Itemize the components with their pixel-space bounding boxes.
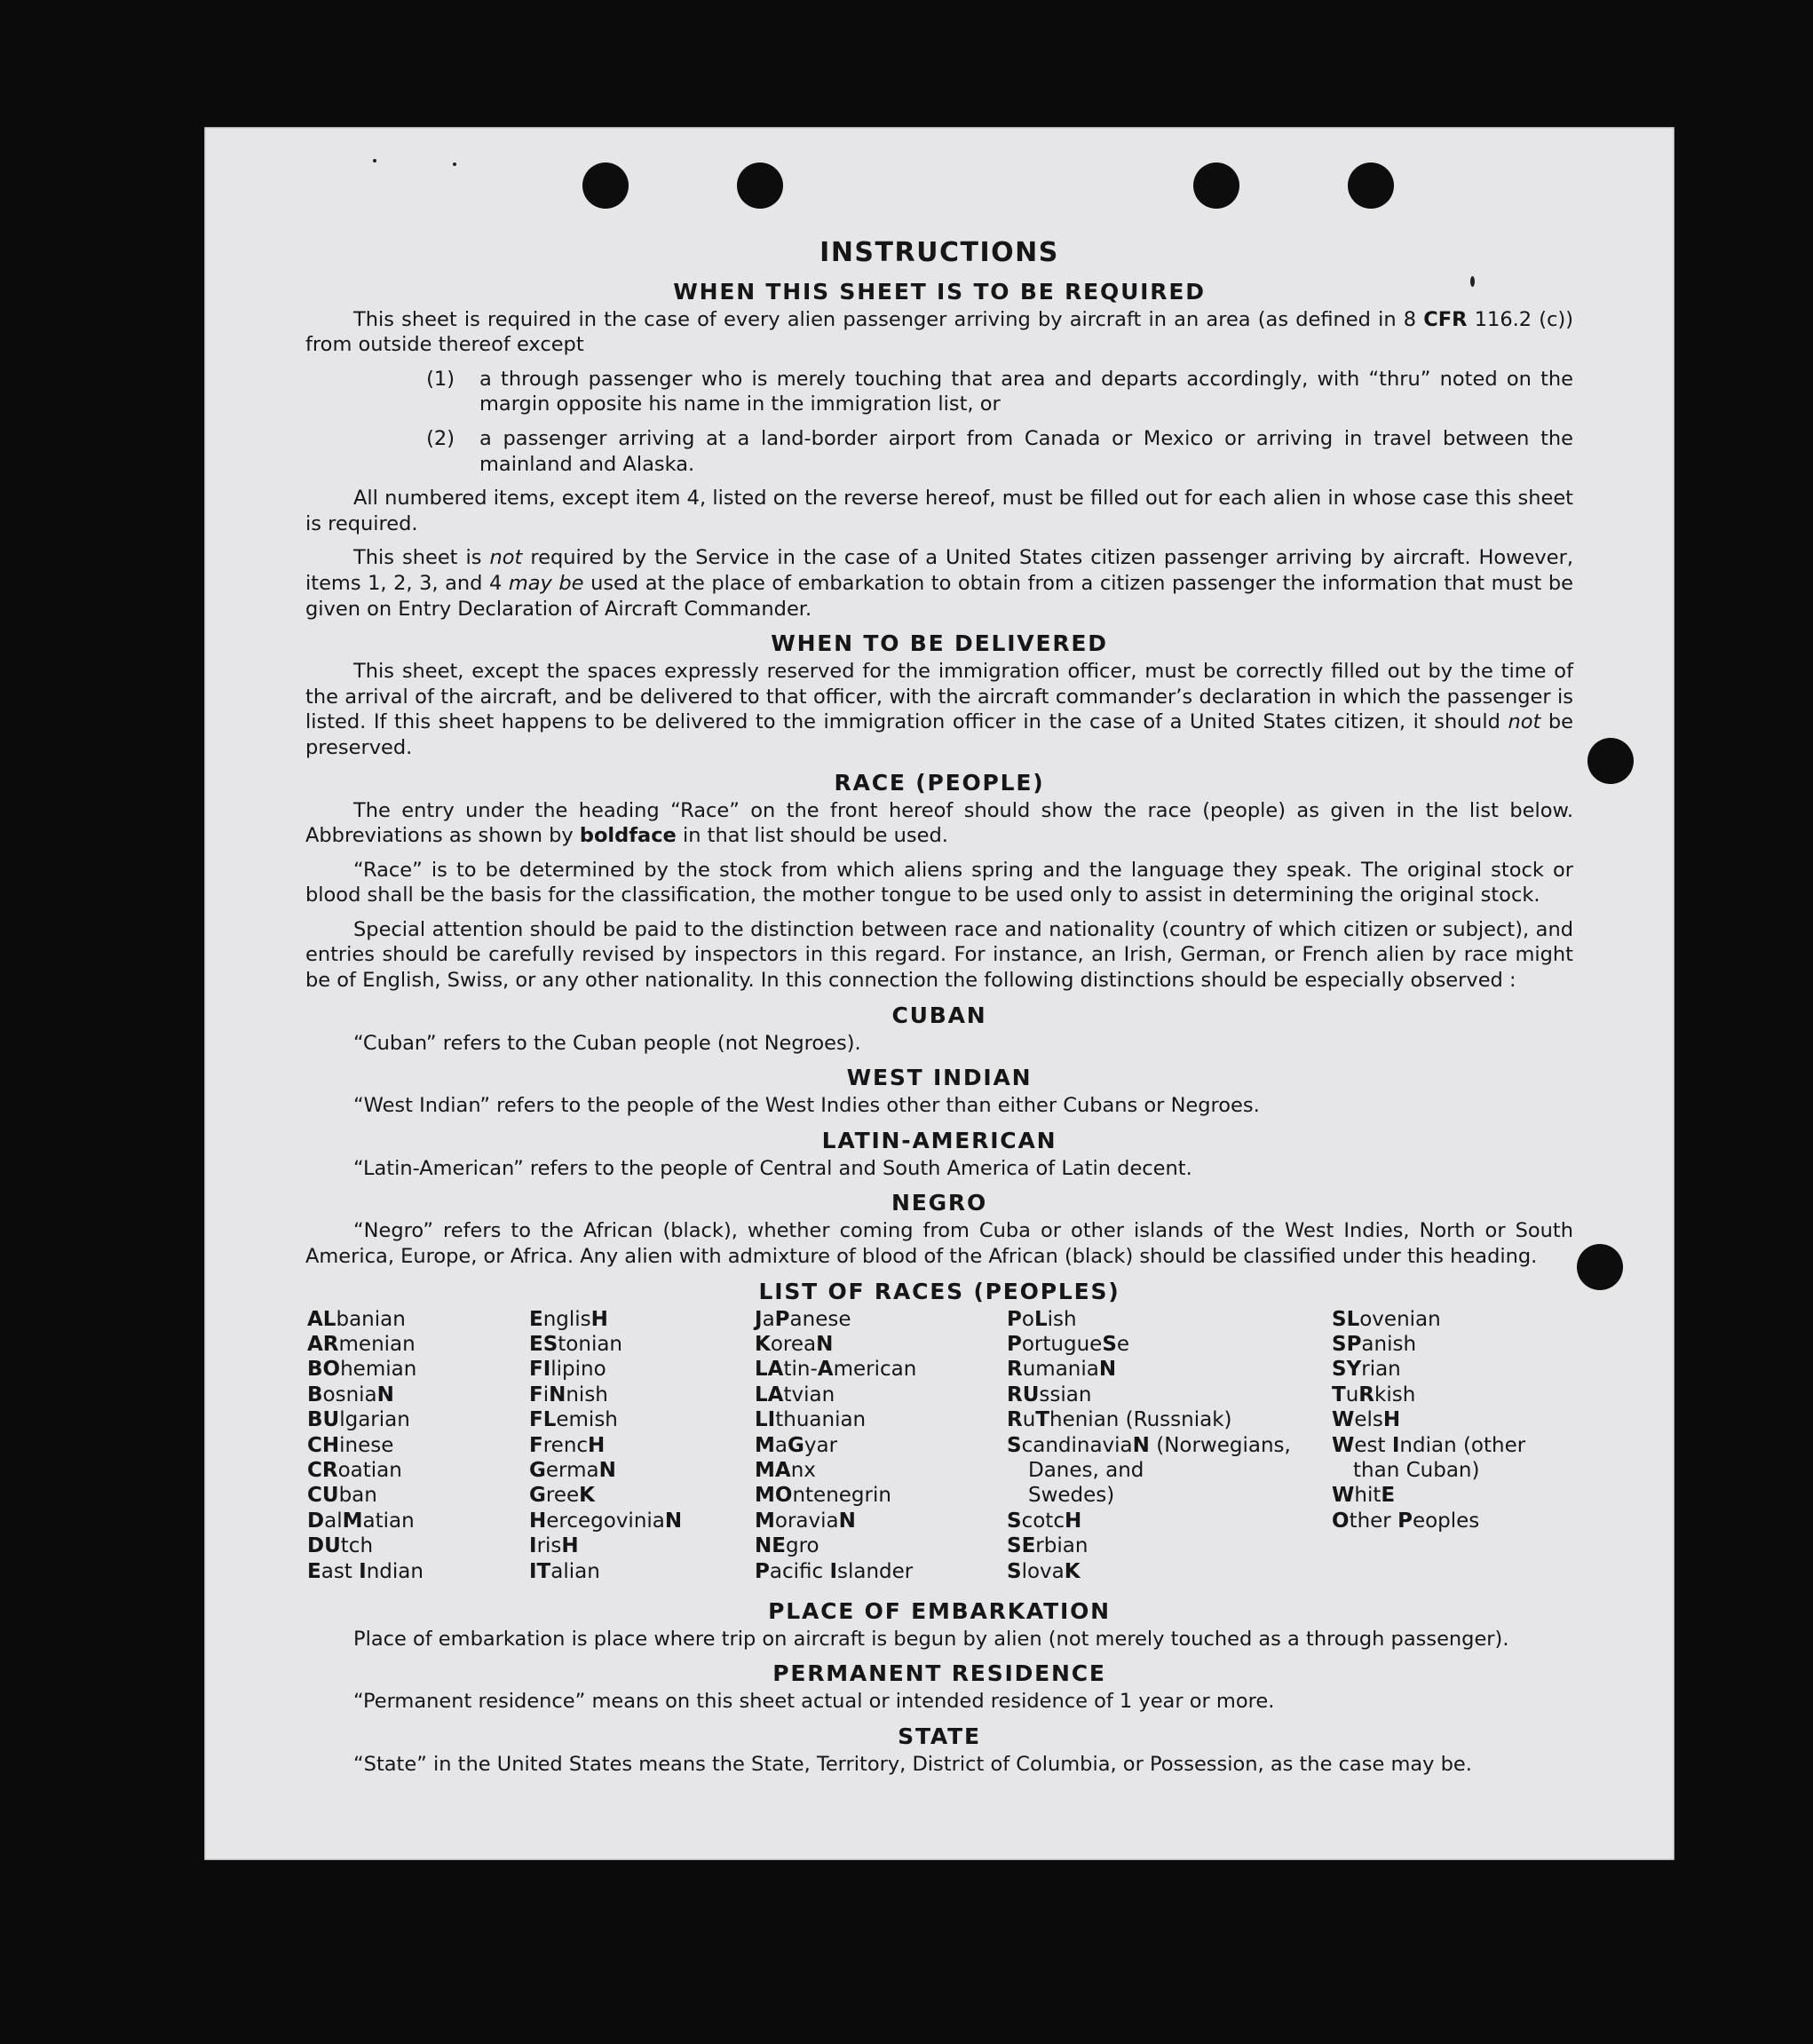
heading-negro: NEGRO [891,1190,988,1216]
race-entry: Other Peoples [1332,1509,1480,1533]
punch-hole [737,162,783,209]
race-list [305,1307,1573,1593]
race-column-5 [1332,1307,1525,1534]
race-entry: PortugueSe [1007,1333,1130,1357]
heading-when-delivered: WHEN TO BE DELIVERED [771,630,1108,657]
race-entry: JaPanese [755,1307,851,1331]
instruction-sheet [204,127,1674,1860]
race-entry: EStonian [529,1333,623,1357]
cuban-definition: “Cuban” refers to the Cuban people (not Negroes). [353,1031,861,1055]
heading-list-of-races: LIST OF RACES (PEOPLES) [758,1278,1120,1304]
race-entry: FrencH [529,1433,606,1457]
required-intro: This sheet is required in the case of every alien passenger arriving by aircraft in an area (as defined in 8 CFR 116.2 (c)) from outside thereof except [305,307,1573,357]
race-entry: MoraviaN [755,1509,856,1533]
race-entry: DUtch [307,1534,374,1558]
race-entry: West Indian (other [1332,1433,1526,1457]
heading-race: RACE (PEOPLE) [834,769,1045,796]
race-paragraph-2: “Race” is to be determined by the stock from which aliens spring and the language they speak. The original stock or blood shall be the basis for the classification, the mother tongue to be used only to assist in determining the original stock. [305,858,1573,907]
race-entry: LAtvian [755,1382,835,1406]
race-entry: LIthuanian [755,1408,867,1432]
heading-embarkation: PLACE OF EMBARKATION [768,1597,1111,1624]
embarkation-definition: Place of embarkation is place where trip on aircraft is begun by alien (not merely touched as a through passenger). [353,1627,1509,1651]
race-entry: PoLish [1007,1307,1077,1331]
heading-latin-american: LATIN-AMERICAN [821,1127,1057,1153]
race-entry: Pacific Islander [755,1559,914,1583]
citizen-paragraph: This sheet is not required by the Service in the case of a United States citizen passenger arriving by aircraft. However, items 1, 2, 3, and 4 may be used at the place of embarkation to obtain from a citizen passenger the information that must be given on Entry Declaration of Aircraft Commander. [305,546,1573,621]
punch-hole [1348,162,1394,209]
race-paragraph-1: The entry under the heading “Race” on the front hereof should show the race (people) as given in the list below. Abbreviations as shown by boldface in that list should be used. [305,798,1573,848]
race-entry: LAtin-American [755,1358,917,1382]
race-entry: IrisH [529,1534,579,1558]
delivered-paragraph: This sheet, except the spaces expressly reserved for the immigration officer, must be correctly filled out by the time of the arrival of the aircraft, and be delivered to that officer, with the aircraft commander’s declaration in which the passenger is listed. If this sheet happens to be delivered to the immigration officer in the case of a United States citizen, it should not be preserved. [305,660,1573,759]
instructions-content [305,237,1573,1786]
race-entry: than Cuban) [1353,1459,1480,1483]
race-entry: SYrian [1332,1358,1401,1382]
race-entry: GreeK [529,1484,595,1508]
heading-permanent-residence: PERMANENT RESIDENCE [772,1660,1106,1687]
race-entry: TuRkish [1332,1382,1416,1406]
race-entry: Danes, and [1028,1459,1144,1483]
race-entry: SLovenian [1332,1307,1441,1331]
race-paragraph-3: Special attention should be paid to the distinction between race and nationality (country of which citizen or subject), and entries should be carefully revised by inspectors in this regard. For instance, an Irish, German, or French alien by race might be of English, Swiss, or any other nationality. In this connection the following distinctions should be especially observed : [305,917,1573,993]
numbered-items-paragraph: All numbered items, except item 4, listed on the reverse hereof, must be filled out for each alien in whose case this sheet is required. [305,487,1573,535]
west-indian-definition: “West Indian” refers to the people of the West Indies other than either Cubans or Negroes. [353,1094,1260,1118]
item-text: a through passenger who is merely touching that area and departs accordingly, with “thru” noted on the margin opposite his name in the immigration list, or [479,367,1573,416]
race-entry: RUssian [1007,1382,1092,1406]
page-title: INSTRUCTIONS [819,237,1059,268]
heading-when-required: WHEN THIS SHEET IS TO BE REQUIRED [673,278,1206,305]
race-entry: KoreaN [755,1333,834,1357]
race-entry: FiNnish [529,1382,608,1406]
heading-cuban: CUBAN [891,1002,987,1028]
race-column-4 [1007,1307,1291,1584]
race-entry: ALbanian [307,1307,406,1331]
race-entry: SlovaK [1007,1559,1081,1583]
race-entry: FLemish [529,1408,618,1432]
item-number: (1) [426,367,455,391]
latin-american-definition: “Latin-American” refers to the people of Central and South America of Latin decent. [353,1156,1192,1180]
race-entry: BOhemian [307,1358,417,1382]
punch-hole [582,162,629,209]
race-entry: ARmenian [307,1333,416,1357]
race-entry: RuThenian (Russniak) [1007,1408,1232,1432]
race-entry: Swedes) [1028,1484,1115,1508]
race-entry: BosniaN [307,1382,394,1406]
exception-item-1 [305,367,1573,417]
punch-hole [1587,738,1634,784]
race-entry: FIlipino [529,1358,606,1382]
race-entry: DalMatian [307,1509,415,1533]
race-entry: RumaniaN [1007,1358,1117,1382]
race-entry: HercegoviniaN [529,1509,683,1533]
race-entry: CUban [307,1484,377,1508]
paper-speck [373,159,376,162]
item-text: a passenger arriving at a land-border airport from Canada or Mexico or arriving in travel between the mainland and Alaska. [479,426,1573,476]
heading-state: STATE [898,1723,981,1749]
race-entry: ScandinaviaN (Norwegians, [1007,1433,1291,1457]
race-entry: East Indian [307,1559,424,1583]
exception-item-2 [305,426,1573,477]
race-column-1 [307,1307,424,1584]
race-column-3 [755,1307,916,1584]
race-entry: MAnx [755,1459,816,1483]
punch-hole [1193,162,1239,209]
residence-definition: “Permanent residence” means on this sheet actual or intended residence of 1 year or more. [353,1690,1275,1714]
race-entry: SErbian [1007,1534,1089,1558]
race-entry: MaGyar [755,1433,838,1457]
race-entry: EnglisH [529,1307,608,1331]
race-entry: CHinese [307,1433,394,1457]
state-definition: “State” in the United States means the State, Territory, District of Columbia, or Possession, as the case may be. [353,1752,1472,1776]
punch-hole [1577,1244,1623,1290]
item-number: (2) [426,426,455,450]
race-entry: ITalian [529,1559,600,1583]
race-entry: GermaN [529,1459,616,1483]
race-entry: BUlgarian [307,1408,410,1432]
race-entry: NEgro [755,1534,819,1558]
race-entry: ScotcH [1007,1509,1082,1533]
race-entry: SPanish [1332,1333,1417,1357]
race-column-2 [529,1307,682,1584]
race-entry: WhitE [1332,1484,1396,1508]
race-entry: CRoatian [307,1459,402,1483]
paper-speck [453,162,456,166]
race-entry: WelsH [1332,1408,1401,1432]
negro-definition: “Negro” refers to the African (black), whether coming from Cuba or other islands of the West Indies, North or South America, Europe, or Africa. Any alien with admixture of blood of the African (black) should be classified under this heading. [305,1219,1573,1269]
race-entry: MOntenegrin [755,1484,891,1508]
heading-west-indian: WEST INDIAN [846,1065,1033,1091]
